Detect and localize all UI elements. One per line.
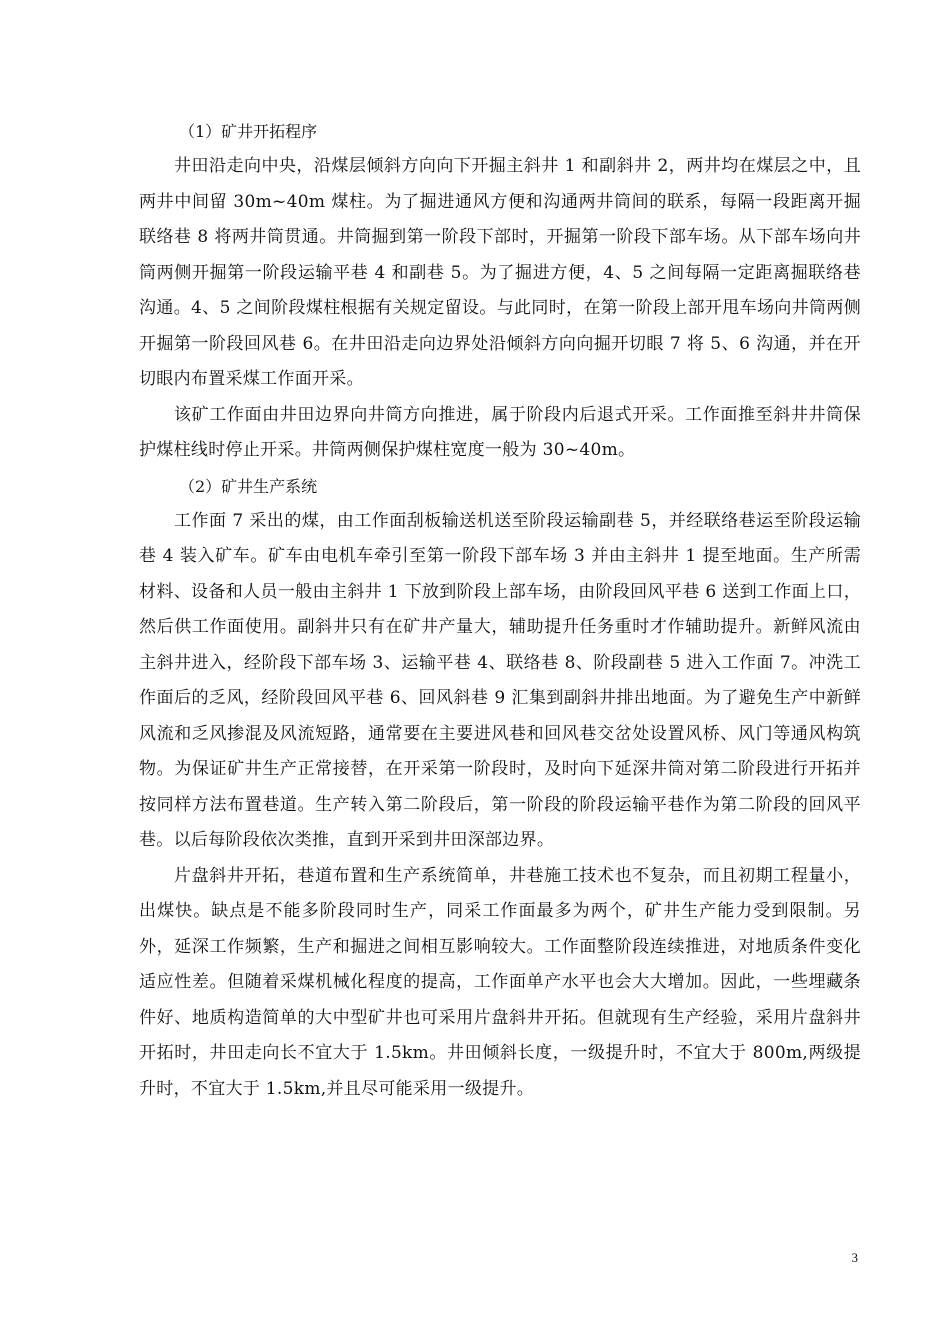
paragraph-development-sequence: 井田沿走向中央，沿煤层倾斜方向向下开掘主斜井 1 和副斜井 2，两井均在煤层之中，且两井中间留 30m~40m 煤柱。为了掘进通风方便和沟通两井筒间的联系，每隔一段距离开掘联络巷 8 将两井筒贯通。井筒掘到第一阶段下部时，开掘第一阶段下部车场。从下部车场向井筒两侧开掘第一阶段运输平巷 4 和副巷 5。为了掘进方便，4、5 之间每隔一定距离掘联络巷沟通。4、5 之间阶段煤柱根据有关规定留设。与此同时，在第一阶段上部开甩车场向井筒两侧开掘第一阶段回风巷 6。在井田沿走向边界处沿倾斜方向向掘开切眼 7 将 5、6 沟通，并在开切眼内布置采煤工作面开采。 [139,156,861,389]
page-content [139,114,861,1107]
paragraph-pros-cons: 片盘斜井开拓，巷道布置和生产系统简单，井巷施工技术也不复杂，而且初期工程量小，出煤快。缺点是不能多阶段同时生产，同采工作面最多为两个，矿井生产能力受到限制。另外，延深工作频繁，生产和掘进之间相互影响较大。工作面整阶段连续推进，对地质条件变化适应性差。但随着采煤机械化程度的提高，工作面单产水平也会大大增加。因此，一些埋藏条件好、地质构造简单的大中型矿井也可采用片盘斜井开拓。但就现有生产经验，采用片盘斜井开拓时，井田走向长不宜大于 1.5km。井田倾斜长度，一级提升时，不宜大于 800m,两级提升时，不宜大于 1.5km,并且尽可能采用一级提升。 [139,865,861,1099]
paragraph-production-system: 工作面 7 采出的煤，由工作面刮板输送机送至阶段运输副巷 5，并经联络巷运至阶段运输巷 4 装入矿车。矿车由电机车牵引至第一阶段下部车场 3 并由主斜井 1 提至地面。生产所需材料、设备和人员一般由主斜井 1 下放到阶段上部车场，由阶段回风平巷 6 送到工作面上口，然后供工作面使用。副斜井只有在矿井产量大，辅助提升任务重时才作辅助提升。新鲜风流由主斜井进入，经阶段下部车场 3、运输平巷 4、联络巷 8、阶段副巷 5 进入工作面 7。冲洗工作面后的乏风，经阶段回风平巷 6、回风斜巷 9 汇集到副斜井排出地面。为了避免生产中新鲜风流和乏风掺混及风流短路，通常要在主要进风巷和回风巷交岔处设置风桥、风门等通风构筑物。为保证矿井生产正常接替，在开采第一阶段时，及时向下延深井筒对第二阶段进行开拓并按同样方法布置巷道。生产转入第二阶段后，第一阶段的阶段运输平巷作为第二阶段的回风平巷。以后每阶段依次类推，直到开采到井田深部边界。 [139,510,861,850]
page-number: 3 [851,1250,858,1265]
section-heading-production-system: （2）矿井生产系统 [179,476,318,496]
paragraph-retreat-mining: 该矿工作面由井田边界向井筒方向推进，属于阶段内后退式开采。工作面推至斜井井筒保护煤柱线时停止开采。井筒两侧保护煤柱宽度一般为 30~40m。 [139,404,861,460]
section-heading-development: （1）矿井开拓程序 [179,122,318,141]
